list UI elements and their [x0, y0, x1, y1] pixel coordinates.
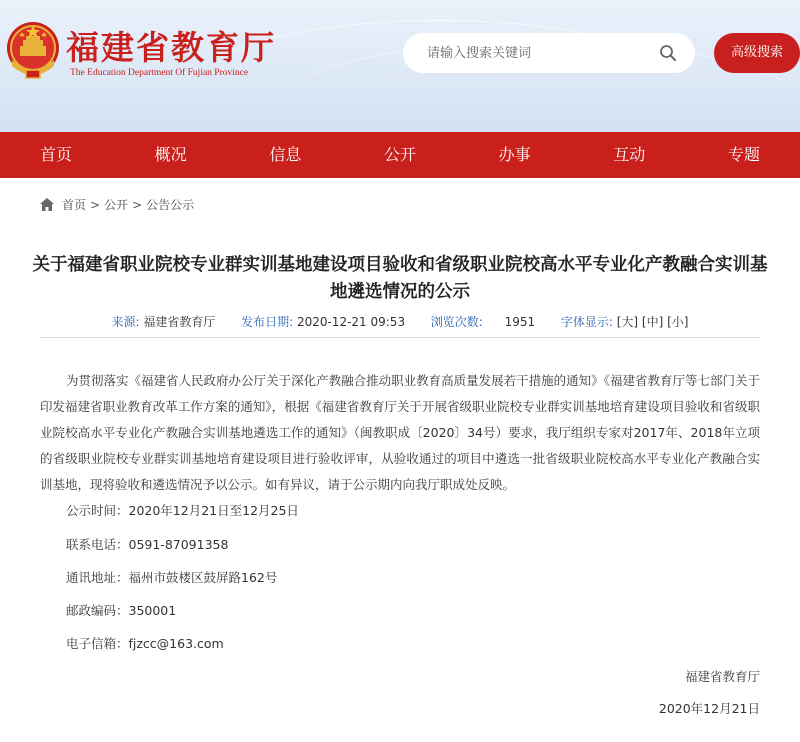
article-meta — [0, 313, 800, 330]
advanced-search-button[interactable]: 高级搜索 — [714, 33, 800, 73]
site-subtitle: The Education Department Of Fujian Province — [70, 68, 249, 78]
views-value: 1951 — [504, 315, 536, 329]
font-size-small[interactable]: [小] — [667, 315, 689, 329]
article-body: 为贯彻落实《福建省人民政府办公厅关于深化产教融合推动职业教育高质量发展若干措施的通知》《福建省教育厅等七部门关于印发福建省职业教育改革工作方案的通知》，根据《福建省教育厅关于开展省级职业院校专业群实训基地培育建设项目验收和省级职业院校高水平专业化产教融合实训基地遴选工作的通知》（闽教职成〔2020〕34号）要求，我厅组织专家对2017年、2018年立项的省级职业院校专业群实训基地培育建设项目进行验收评审，从验收通过的项目中遴选一批省级职业院校高水平专业化产教融合实训基地，现将验收和遴选情况予以公示。如有异议，请于公示期内向我厅职成处反映。 — [40, 373, 760, 492]
breadcrumb-home[interactable]: 首页 — [62, 198, 87, 212]
info-phone: 联系电话：0591-87091358 — [66, 537, 229, 552]
date-label: 发布日期: — [241, 315, 294, 329]
breadcrumb-announcements[interactable]: 公告公示 — [146, 198, 195, 212]
divider — [40, 337, 760, 338]
site-header — [0, 0, 800, 132]
info-period: 公示时间：2020年12月21日至12月25日 — [66, 503, 299, 518]
main-nav — [0, 132, 800, 178]
source-label: 来源: — [111, 315, 140, 329]
views-label: 浏览次数: — [430, 315, 483, 329]
home-icon — [40, 198, 54, 211]
date-value: 2020-12-21 09:53 — [296, 315, 406, 329]
search-box — [403, 33, 695, 73]
nav-item-public[interactable]: 公开 — [383, 145, 416, 164]
nav-item-information[interactable]: 信息 — [269, 145, 302, 164]
breadcrumb-separator: > — [132, 197, 143, 212]
nav-item-interaction[interactable]: 互动 — [613, 145, 646, 164]
nav-item-home[interactable]: 首页 — [40, 145, 73, 164]
font-size-large[interactable]: [大] — [616, 315, 639, 329]
national-emblem-icon[interactable] — [4, 20, 62, 82]
search-icon[interactable] — [659, 44, 677, 62]
info-address: 通讯地址：福州市鼓楼区鼓屏路162号 — [66, 570, 278, 585]
nav-item-overview[interactable]: 概况 — [154, 145, 187, 164]
breadcrumb-public[interactable]: 公开 — [104, 198, 129, 212]
search-input[interactable] — [427, 33, 647, 73]
site-title[interactable]: 福建省教育厅 — [66, 28, 276, 67]
article-title: 关于福建省职业院校专业群实训基地建设项目验收和省级职业院校高水平专业化产教融合实训基地遴选情况的公示 — [32, 255, 768, 302]
signature-org: 福建省教育厅 — [684, 669, 760, 684]
font-size-medium[interactable]: [中] — [641, 315, 664, 329]
info-email: 电子信箱：fjzcc@163.com — [66, 636, 224, 651]
nav-item-services[interactable]: 办事 — [498, 145, 531, 164]
signature-date: 2020年12月21日 — [658, 701, 760, 716]
nav-item-topics[interactable]: 专题 — [727, 145, 760, 164]
source-value: 福建省教育厅 — [143, 315, 216, 329]
font-size-label: 字体显示: — [560, 315, 613, 329]
info-postcode: 邮政编码：350001 — [66, 603, 177, 618]
breadcrumb-separator: > — [90, 197, 101, 212]
breadcrumb — [40, 196, 194, 213]
